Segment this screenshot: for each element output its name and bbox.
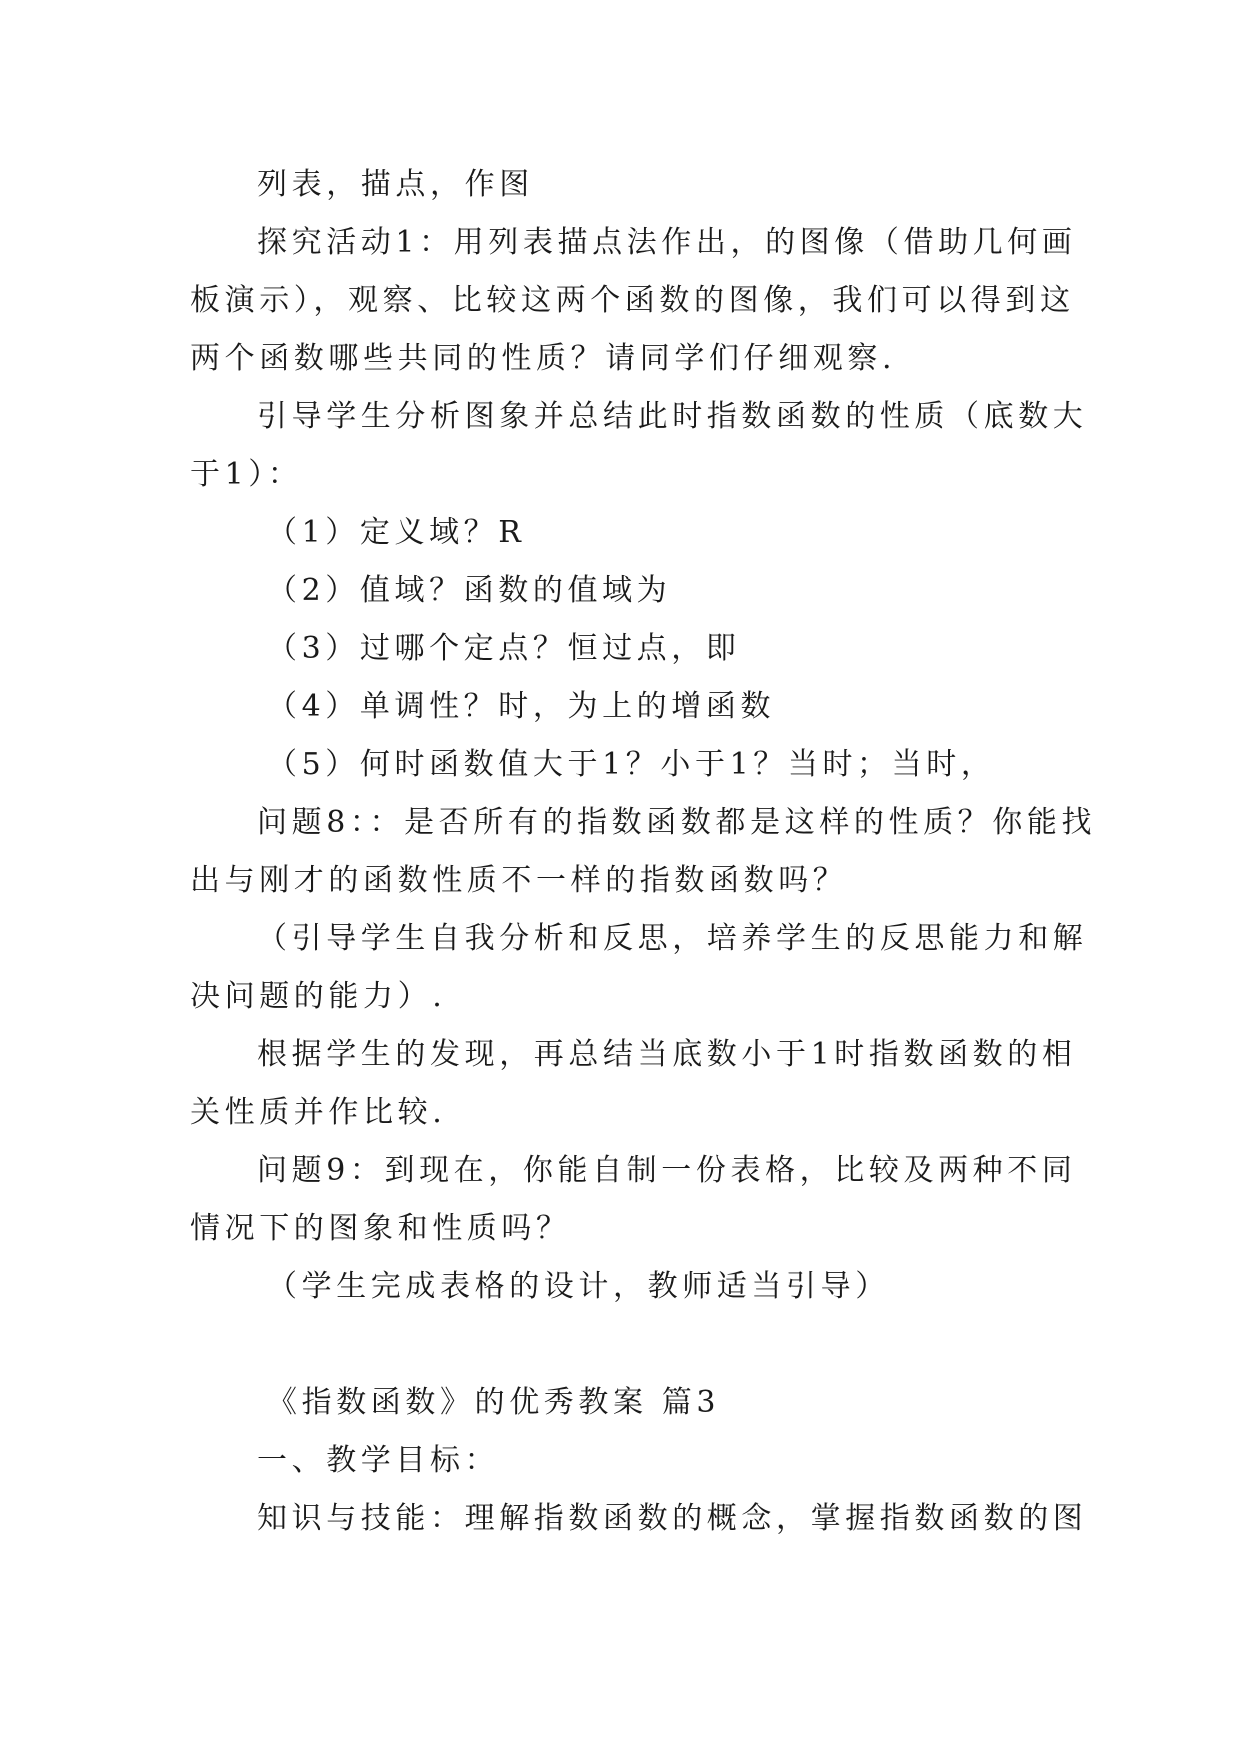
list-item: （1）定义域？R [267,515,526,550]
paragraph-line: 情况下的图象和性质吗？ [190,1211,571,1246]
paragraph-line: 知识与技能：理解指数函数的概念，掌握指数函数的图 [257,1501,1088,1536]
list-item: （2）值域？函数的值域为 [267,573,672,608]
paragraph-line: 两个函数哪些共同的性质？请同学们仔细观察. [190,341,897,376]
paragraph-line: 问题9：到现在，你能自制一份表格，比较及两种不同 [257,1153,1077,1188]
paragraph-line: （引导学生自我分析和反思，培养学生的反思能力和解 [257,921,1088,956]
paragraph-line: 引导学生分析图象并总结此时指数函数的性质（底数大 [257,399,1088,434]
paragraph-line: 决问题的能力）. [190,979,447,1014]
paragraph-line: （学生完成表格的设计，教师适当引导） [267,1269,890,1304]
paragraph-line: 探究活动1：用列表描点法作出，的图像（借助几何画 [257,225,1077,260]
section-subheading: 一、教学目标： [257,1443,500,1478]
list-item: （3）过哪个定点？恒过点，即 [267,631,741,666]
paragraph-line: 于1）： [190,457,303,492]
paragraph-line: 根据学生的发现，再总结当底数小于1时指数函数的相 [257,1037,1077,1072]
list-item: （5）何时函数值大于1？小于1？当时；当时， [267,747,996,782]
paragraph-line: 出与刚才的函数性质不一样的指数函数吗？ [190,863,848,898]
text-line: 列表，描点，作图 [257,167,534,202]
paragraph-line: 关性质并作比较. [190,1095,447,1130]
list-item: （4）单调性？时，为上的增函数 [267,689,776,724]
section-heading: 《指数函数》的优秀教案 篇3 [267,1385,721,1420]
paragraph-line: 板演示），观察、比较这两个函数的图像，我们可以得到这 [190,283,1075,318]
paragraph-line: 问题8：：是否所有的指数函数都是这样的性质？你能找 [257,805,1097,840]
